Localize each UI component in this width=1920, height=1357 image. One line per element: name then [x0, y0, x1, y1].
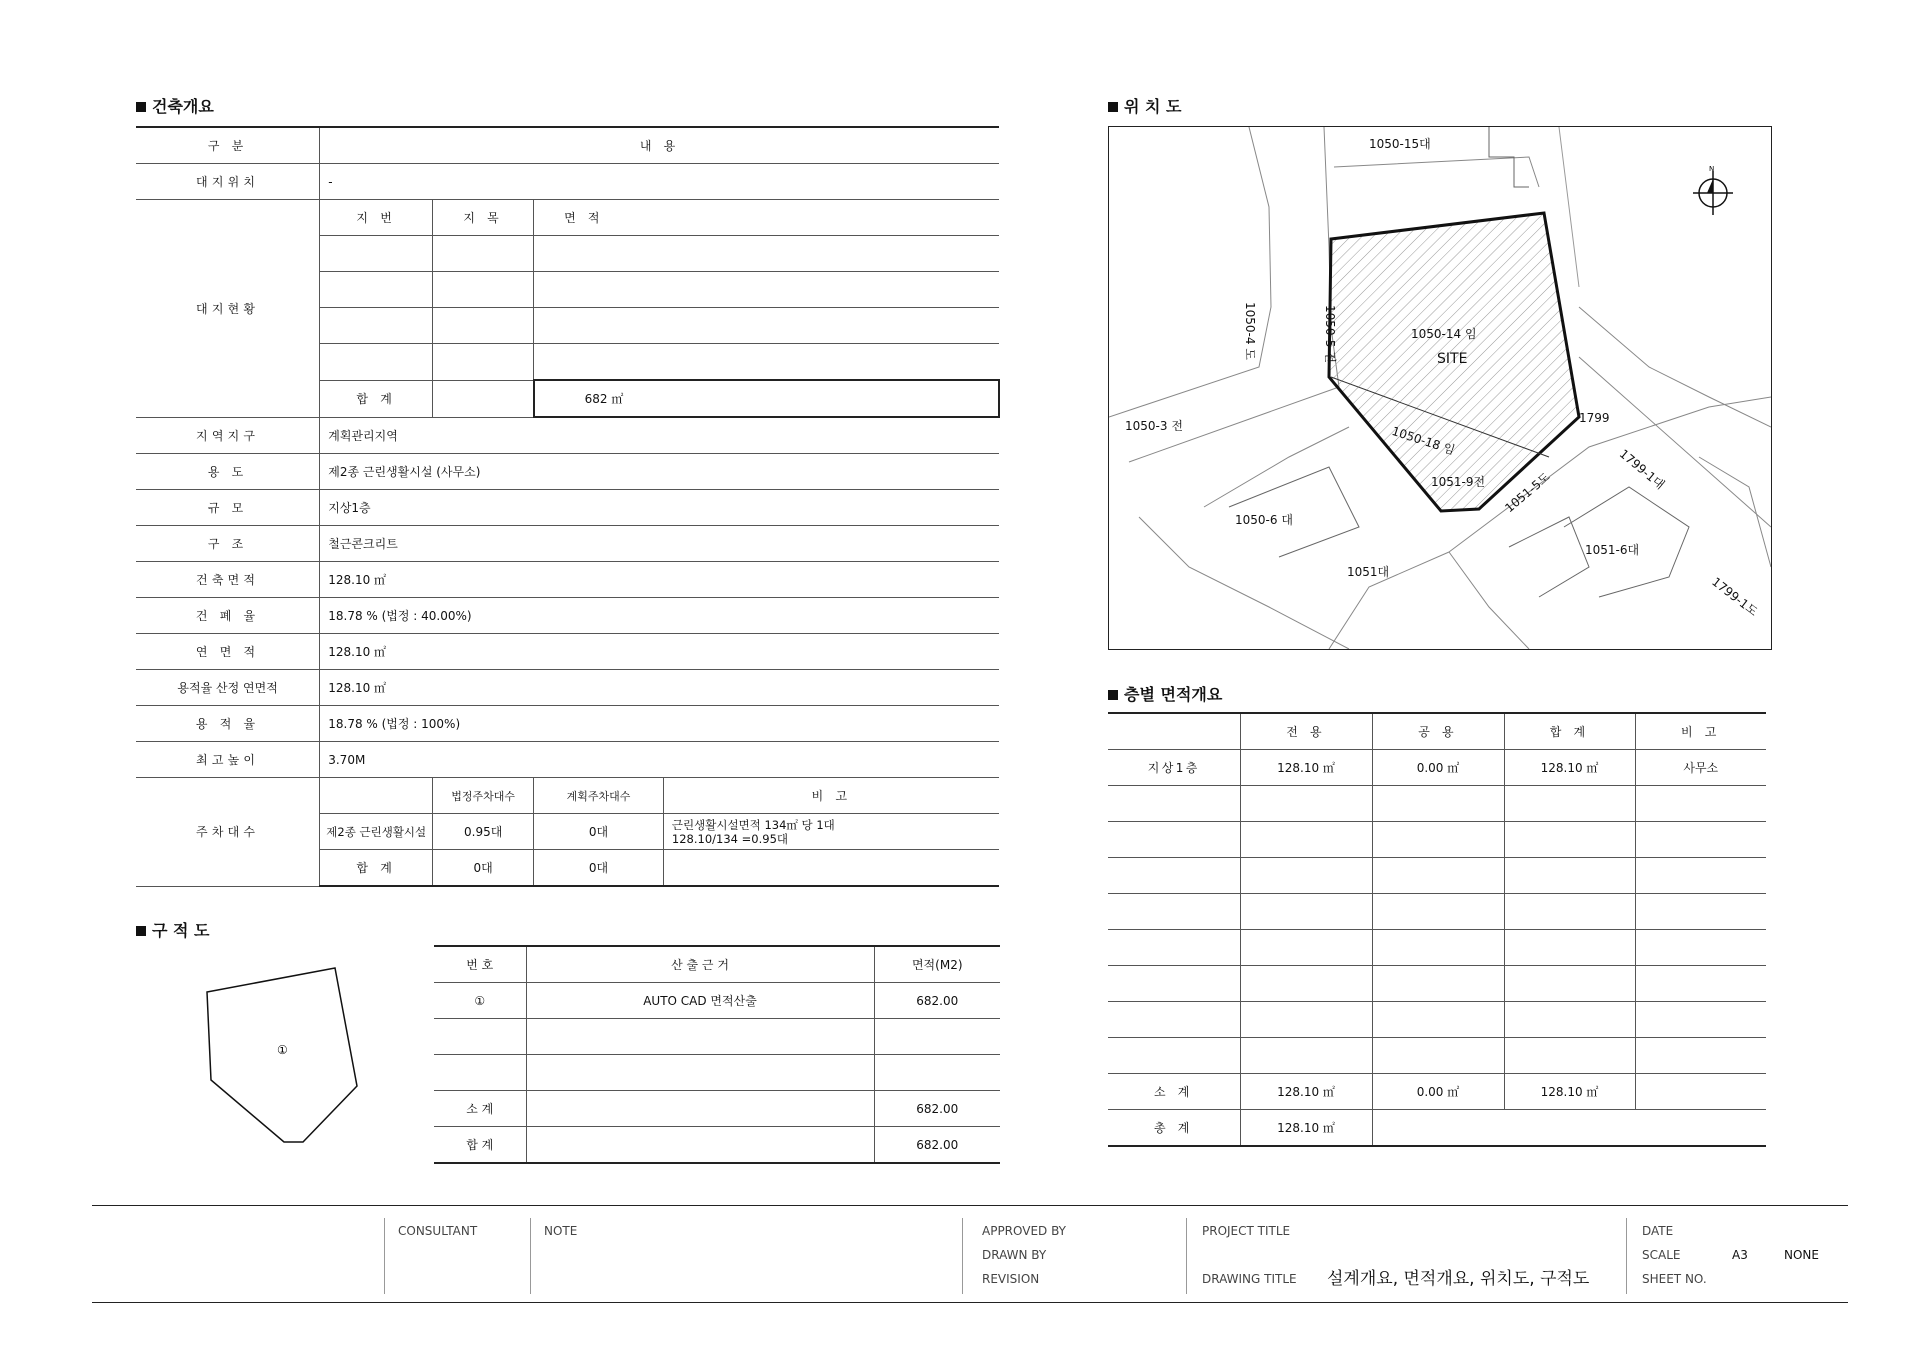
use-label: 용 도 — [136, 454, 320, 490]
total-floor-area-value: 128.10 ㎡ — [320, 634, 999, 670]
floor1-label: 지상1층 — [1108, 750, 1240, 786]
floor-subtotal-row — [1108, 1074, 1766, 1110]
header-category: 구 분 — [136, 127, 320, 164]
overview-header-row — [136, 127, 999, 164]
map-label-1799: 1799 — [1579, 411, 1610, 425]
map-label-1799-1-de: 1799-1대 — [1616, 446, 1668, 493]
table-row — [1108, 930, 1766, 966]
max-height-label: 최고높이 — [136, 742, 320, 778]
map-label-1051-6: 1051-6대 — [1585, 543, 1640, 557]
table-row — [434, 1055, 1000, 1091]
map-label-1050-18: 1050-18 임 — [1390, 423, 1457, 458]
parking-header-row — [136, 778, 999, 814]
table-row — [1108, 822, 1766, 858]
title-block — [92, 1205, 1848, 1303]
floor1-note: 사무소 — [1635, 750, 1766, 786]
floor-area-title: 층별 면적개요 — [1108, 682, 1222, 705]
parking-planned: 0대 — [534, 814, 664, 850]
table-row — [1108, 894, 1766, 930]
map-label-1050-3: 1050-3 전 — [1125, 419, 1183, 433]
revision-label: REVISION — [982, 1272, 1040, 1286]
floor1-common: 0.00 ㎡ — [1372, 750, 1504, 786]
far-floor-area-value: 128.10 ㎡ — [320, 670, 999, 706]
scale-value: 지상1층 — [320, 490, 999, 526]
max-height-value: 3.70M — [320, 742, 999, 778]
square-bullet-icon — [136, 926, 146, 936]
coverage-ratio-value: 18.78 % (법정 : 40.00%) — [320, 598, 999, 634]
structure-value: 철근콘크리트 — [320, 526, 999, 562]
land-category-header: 지 목 — [433, 200, 534, 236]
date-label: DATE — [1642, 1224, 1674, 1238]
table-row — [136, 598, 999, 634]
floor-subtotal-exclusive: 128.10 ㎡ — [1240, 1074, 1372, 1110]
parking-total-legal: 0대 — [433, 850, 534, 887]
far-label: 용 적 율 — [136, 706, 320, 742]
map-label-1051-5: 1051-5도 — [1502, 469, 1553, 516]
parking-total-planned: 0대 — [534, 850, 664, 887]
map-label-1050-6: 1050-6 대 — [1235, 513, 1293, 527]
parking-note-header: 비 고 — [663, 778, 999, 814]
scale-label: SCALE — [1642, 1248, 1681, 1262]
site-location-value: - — [320, 164, 999, 200]
plot-table — [434, 945, 1000, 1164]
table-row — [136, 526, 999, 562]
far-floor-area-label: 용적율 산정 연면적 — [136, 670, 320, 706]
parking-legal-header: 법정주차대수 — [433, 778, 534, 814]
note-header: 비 고 — [1635, 713, 1766, 750]
table-row — [136, 454, 999, 490]
plot-subtotal-label: 소 계 — [434, 1091, 526, 1127]
plot-basis: AUTO CAD 면적산출 — [526, 983, 874, 1019]
site-status-label: 대지현황 — [136, 200, 320, 418]
table-row — [1108, 858, 1766, 894]
exclusive-header: 전 용 — [1240, 713, 1372, 750]
structure-label: 구 조 — [136, 526, 320, 562]
note-label: NOTE — [544, 1224, 578, 1238]
floor-grand-total-value: 128.10 ㎡ — [1240, 1110, 1372, 1147]
map-label-site: SITE — [1437, 351, 1468, 367]
far-value: 18.78 % (법정 : 100%) — [320, 706, 999, 742]
project-title-label: PROJECT TITLE — [1202, 1224, 1291, 1238]
floor-subtotal-total: 128.10 ㎡ — [1504, 1074, 1635, 1110]
location-map — [1108, 126, 1772, 650]
plot-basis-header: 산 출 근 거 — [526, 946, 874, 983]
map-label-1051-9: 1051-9전 — [1431, 475, 1486, 489]
table-row — [434, 1091, 1000, 1127]
table-row — [136, 742, 999, 778]
table-row — [136, 706, 999, 742]
plot-marker: ① — [277, 1043, 288, 1057]
table-row — [136, 417, 999, 454]
parking-note-line2: 128.10/134 =0.95대 — [671, 831, 788, 846]
coverage-ratio-label: 건 폐 율 — [136, 598, 320, 634]
zone-label: 지역지구 — [136, 417, 320, 454]
table-row — [136, 562, 999, 598]
total-header: 합 계 — [1504, 713, 1635, 750]
sheet-no-label: SHEET NO. — [1642, 1272, 1707, 1286]
drawing-title-label: DRAWING TITLE — [1202, 1272, 1297, 1286]
table-row — [1108, 1002, 1766, 1038]
parking-legal: 0.95대 — [433, 814, 534, 850]
plot-total-label: 합 계 — [434, 1127, 526, 1164]
parking-planned-header: 계획주차대수 — [534, 778, 664, 814]
map-label-1799-1-do: 1799-1도 — [1709, 574, 1761, 619]
lot-number-header: 지 번 — [320, 200, 433, 236]
square-bullet-icon — [136, 102, 146, 112]
plot-header-row — [434, 946, 1000, 983]
parking-note-line1: 근린생활시설면적 134㎡ 당 1대 — [671, 817, 835, 832]
building-area-value: 128.10 ㎡ — [320, 562, 999, 598]
site-location-label: 대지위치 — [136, 164, 320, 200]
table-row — [136, 164, 999, 200]
square-bullet-icon — [1108, 102, 1118, 112]
floor-grand-total-label: 총 계 — [1108, 1110, 1240, 1147]
plot-subtotal-area: 682.00 — [874, 1091, 1000, 1127]
map-label-1051: 1051대 — [1347, 565, 1390, 579]
drawing-title: 설계개요, 면적개요, 위치도, 구적도 — [1327, 1269, 1590, 1289]
plot-area-header: 면적(M2) — [874, 946, 1000, 983]
floor1-total: 128.10 ㎡ — [1504, 750, 1635, 786]
floor-grand-total-row — [1108, 1110, 1766, 1147]
scale-label: 규 모 — [136, 490, 320, 526]
table-row — [1108, 750, 1766, 786]
table-row — [434, 983, 1000, 1019]
overview-title: 건축개요 — [136, 94, 214, 117]
approved-by-label: APPROVED BY — [982, 1224, 1067, 1238]
plot-total-area: 682.00 — [874, 1127, 1000, 1164]
location-title: 위 치 도 — [1108, 94, 1182, 117]
plot-no-header: 번 호 — [434, 946, 526, 983]
floor-subtotal-common: 0.00 ㎡ — [1372, 1074, 1504, 1110]
site-total-value: 682 ㎡ — [534, 380, 999, 417]
parking-use: 제2종 근린생활시설 — [320, 814, 433, 850]
scale-value: NONE — [1784, 1248, 1819, 1262]
scale-paper: A3 — [1732, 1248, 1748, 1262]
overview-table — [136, 126, 1000, 887]
table-row — [434, 1127, 1000, 1164]
map-label-1050-5: 1050-5 전 — [1323, 305, 1337, 363]
parking-note — [663, 814, 999, 850]
location-map-drawing — [1109, 127, 1771, 649]
consultant-label: CONSULTANT — [398, 1224, 478, 1238]
zone-value: 계획관리지역 — [320, 417, 999, 454]
parking-label: 주차대수 — [136, 778, 320, 887]
floor-header-row — [1108, 713, 1766, 750]
square-bullet-icon — [1108, 690, 1118, 700]
plot-title: 구 적 도 — [136, 918, 210, 941]
site-total-label: 합 계 — [320, 380, 433, 417]
parking-total-label: 합 계 — [320, 850, 433, 887]
common-header: 공 용 — [1372, 713, 1504, 750]
table-row — [136, 200, 999, 236]
use-value: 제2종 근린생활시설 (사무소) — [320, 454, 999, 490]
table-row — [1108, 1038, 1766, 1074]
svg-text:N: N — [1709, 165, 1715, 173]
floor1-exclusive: 128.10 ㎡ — [1240, 750, 1372, 786]
map-label-1050-15: 1050-15대 — [1369, 137, 1431, 151]
area-header: 면 적 — [534, 200, 999, 236]
table-row — [1108, 786, 1766, 822]
plot-no: ① — [434, 983, 526, 1019]
table-row — [136, 670, 999, 706]
total-floor-area-label: 연 면 적 — [136, 634, 320, 670]
floor-subtotal-label: 소 계 — [1108, 1074, 1240, 1110]
table-row — [136, 490, 999, 526]
plot-area: 682.00 — [874, 983, 1000, 1019]
plot-diagram — [195, 960, 375, 1150]
map-label-1050-4: 1050-4 도 — [1243, 302, 1257, 360]
map-label-1050-14: 1050-14 임 — [1411, 327, 1477, 341]
floor-area-table — [1108, 712, 1766, 1147]
table-row — [136, 634, 999, 670]
header-content: 내 용 — [320, 127, 999, 164]
drawn-by-label: DRAWN BY — [982, 1248, 1047, 1262]
table-row — [434, 1019, 1000, 1055]
table-row — [1108, 966, 1766, 1002]
building-area-label: 건축면적 — [136, 562, 320, 598]
